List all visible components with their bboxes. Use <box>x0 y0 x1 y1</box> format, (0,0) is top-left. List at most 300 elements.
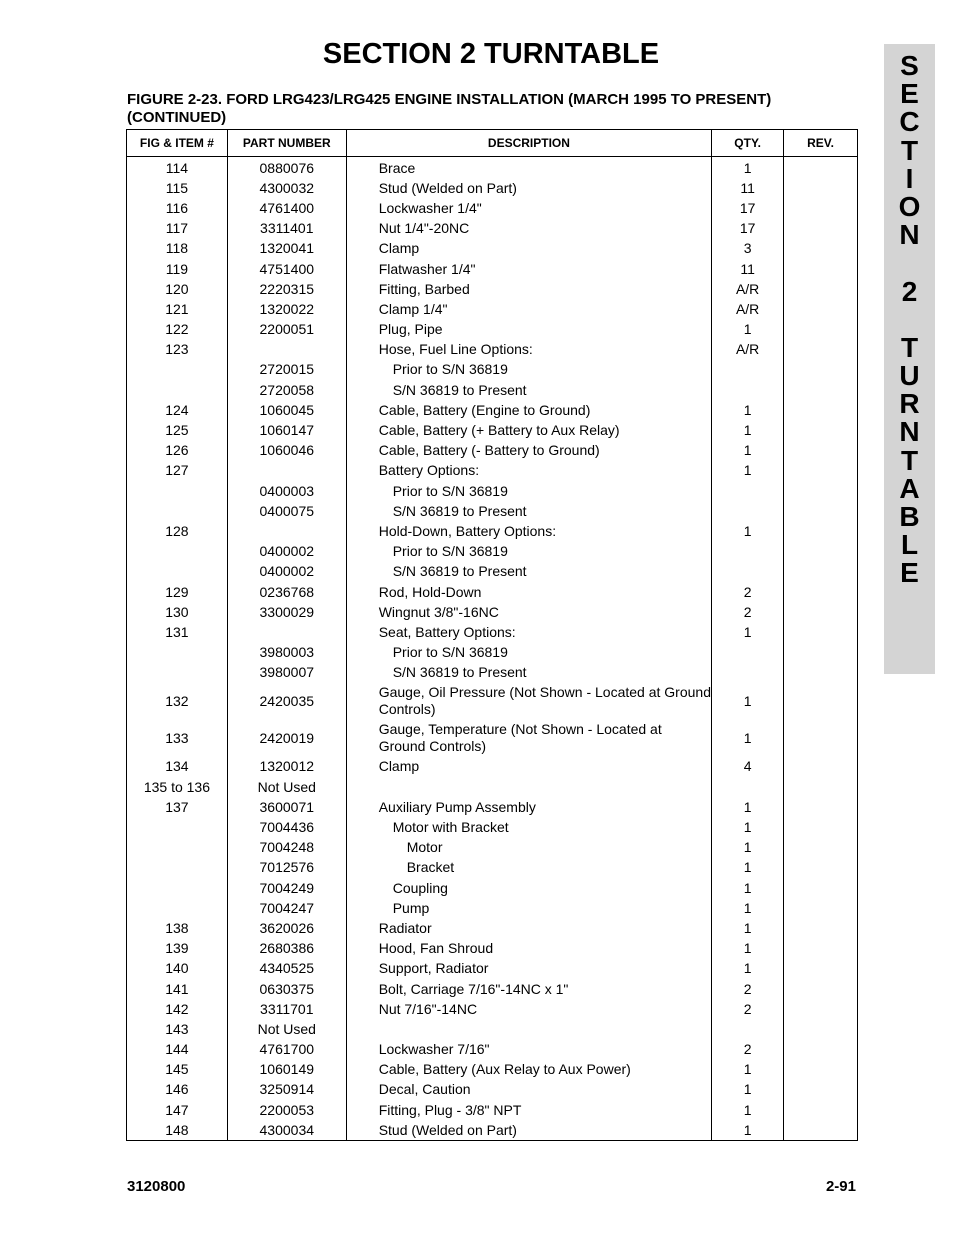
description-cell: Battery Options: <box>346 461 711 481</box>
description-cell: S/N 36819 to Present <box>346 663 711 683</box>
fig-item-cell: 117 <box>127 219 228 239</box>
part-number-cell <box>227 622 346 642</box>
rev-cell <box>784 279 858 299</box>
part-number-cell: 2200053 <box>227 1100 346 1120</box>
part-number-cell: 3980003 <box>227 643 346 663</box>
qty-cell: 1 <box>712 898 784 918</box>
description-cell: Motor with Bracket <box>346 817 711 837</box>
page-number: 2-91 <box>825 1178 856 1195</box>
part-number-cell: 3311401 <box>227 219 346 239</box>
table-row <box>127 340 858 360</box>
table-row <box>127 360 858 380</box>
description-cell: Fitting, Plug - 3/8" NPT <box>346 1100 711 1120</box>
rev-cell <box>784 939 858 959</box>
qty-cell: 1 <box>712 878 784 898</box>
part-number-cell: 1060046 <box>227 441 346 461</box>
fig-item-cell: 132 <box>127 683 228 720</box>
table-row <box>127 622 858 642</box>
part-number-cell: 2200051 <box>227 320 346 340</box>
part-number-cell: 1320012 <box>227 757 346 777</box>
rev-cell <box>784 602 858 622</box>
rev-cell <box>784 858 858 878</box>
part-number-cell: 1060147 <box>227 420 346 440</box>
table-row <box>127 1019 858 1039</box>
table-row <box>127 602 858 622</box>
rev-cell <box>784 420 858 440</box>
qty-cell: 2 <box>712 999 784 1019</box>
description-cell: Cable, Battery (+ Battery to Aux Relay) <box>346 420 711 440</box>
fig-item-cell: 131 <box>127 622 228 642</box>
part-number-cell: 3311701 <box>227 999 346 1019</box>
qty-cell: 11 <box>712 178 784 198</box>
fig-item-cell: 133 <box>127 720 228 757</box>
fig-item-cell: 147 <box>127 1100 228 1120</box>
qty-cell: 1 <box>712 320 784 340</box>
qty-cell: A/R <box>712 279 784 299</box>
side-tab-letter: U <box>899 360 920 392</box>
part-number-cell: 0400002 <box>227 542 346 562</box>
rev-cell <box>784 1040 858 1060</box>
part-number-cell: 2420035 <box>227 683 346 720</box>
qty-cell <box>712 777 784 797</box>
side-tab-letter: T <box>900 134 919 166</box>
side-tab-letter: S <box>900 50 919 81</box>
side-tab-letter <box>884 306 935 334</box>
qty-cell: 17 <box>712 198 784 218</box>
fig-item-cell: 123 <box>127 340 228 360</box>
fig-item-cell: 126 <box>127 441 228 461</box>
col-header-part: PART NUMBER <box>227 130 346 157</box>
side-tab-letter: L <box>900 529 919 561</box>
rev-cell <box>784 777 858 797</box>
table-row <box>127 999 858 1019</box>
description-cell: Bolt, Carriage 7/16"-14NC x 1" <box>346 979 711 999</box>
fig-item-cell: 121 <box>127 299 228 319</box>
description-cell: Prior to S/N 36819 <box>346 643 711 663</box>
parts-table <box>126 129 858 1141</box>
fig-item-cell <box>127 360 228 380</box>
description-cell: Lockwasher 1/4" <box>346 198 711 218</box>
qty-cell: A/R <box>712 299 784 319</box>
part-number-cell: Not Used <box>227 1019 346 1039</box>
qty-cell: 3 <box>712 239 784 259</box>
table-row <box>127 643 858 663</box>
rev-cell <box>784 1080 858 1100</box>
qty-cell: 1 <box>712 838 784 858</box>
part-number-cell: 7012576 <box>227 858 346 878</box>
table-row <box>127 683 858 720</box>
fig-item-cell: 127 <box>127 461 228 481</box>
rev-cell <box>784 259 858 279</box>
rev-cell <box>784 643 858 663</box>
part-number-cell: 4751400 <box>227 259 346 279</box>
fig-item-cell <box>127 501 228 521</box>
table-row <box>127 1120 858 1141</box>
rev-cell <box>784 239 858 259</box>
rev-cell <box>784 979 858 999</box>
section-side-tab <box>884 44 935 674</box>
description-cell: Hose, Fuel Line Options: <box>346 340 711 360</box>
description-cell: Fitting, Barbed <box>346 279 711 299</box>
table-row <box>127 299 858 319</box>
fig-item-cell: 135 to 136 <box>127 777 228 797</box>
rev-cell <box>784 320 858 340</box>
description-cell: Clamp 1/4" <box>346 299 711 319</box>
part-number-cell: 7004436 <box>227 817 346 837</box>
table-row <box>127 797 858 817</box>
fig-item-cell: 120 <box>127 279 228 299</box>
description-cell: Decal, Caution <box>346 1080 711 1100</box>
rev-cell <box>784 198 858 218</box>
side-tab-letter: N <box>899 416 920 448</box>
part-number-cell: 3250914 <box>227 1080 346 1100</box>
description-cell: Stud (Welded on Part) <box>346 1120 711 1141</box>
rev-cell <box>784 1060 858 1080</box>
fig-item-cell: 137 <box>127 797 228 817</box>
description-cell: Lockwasher 7/16" <box>346 1040 711 1060</box>
rev-cell <box>784 720 858 757</box>
part-number-cell: 0880076 <box>227 157 346 179</box>
description-cell: Motor <box>346 838 711 858</box>
table-row <box>127 959 858 979</box>
side-tab-letter: N <box>899 219 920 251</box>
part-number-cell: Not Used <box>227 777 346 797</box>
description-cell: Rod, Hold-Down <box>346 582 711 602</box>
description-cell: Hood, Fan Shroud <box>346 939 711 959</box>
table-row <box>127 279 858 299</box>
rev-cell <box>784 878 858 898</box>
side-tab-letter: A <box>899 472 920 504</box>
qty-cell: 1 <box>712 441 784 461</box>
table-row <box>127 198 858 218</box>
rev-cell <box>784 1120 858 1141</box>
qty-cell <box>712 1019 784 1039</box>
rev-cell <box>784 582 858 602</box>
fig-item-cell <box>127 481 228 501</box>
description-cell: Radiator <box>346 918 711 938</box>
fig-item-cell <box>127 643 228 663</box>
table-row <box>127 400 858 420</box>
fig-item-cell: 128 <box>127 521 228 541</box>
rev-cell <box>784 622 858 642</box>
table-row <box>127 979 858 999</box>
description-cell: Stud (Welded on Part) <box>346 178 711 198</box>
description-cell: S/N 36819 to Present <box>346 501 711 521</box>
fig-item-cell: 146 <box>127 1080 228 1100</box>
table-row <box>127 939 858 959</box>
qty-cell: 1 <box>712 1080 784 1100</box>
part-number-cell <box>227 521 346 541</box>
part-number-cell: 4300034 <box>227 1120 346 1141</box>
part-number-cell: 1320041 <box>227 239 346 259</box>
part-number-cell: 0400003 <box>227 481 346 501</box>
rev-cell <box>784 461 858 481</box>
qty-cell: 1 <box>712 959 784 979</box>
rev-cell <box>784 757 858 777</box>
rev-cell <box>784 340 858 360</box>
part-number-cell: 2220315 <box>227 279 346 299</box>
table-row <box>127 441 858 461</box>
side-tab-letter: B <box>899 501 920 532</box>
col-header-qty: QTY. <box>712 130 784 157</box>
rev-cell <box>784 562 858 582</box>
description-cell: Prior to S/N 36819 <box>346 360 711 380</box>
description-cell: Nut 1/4"-20NC <box>346 219 711 239</box>
table-row <box>127 777 858 797</box>
part-number-cell: 0400002 <box>227 562 346 582</box>
part-number-cell: 4761400 <box>227 198 346 218</box>
description-cell: Cable, Battery (Aux Relay to Aux Power) <box>346 1060 711 1080</box>
table-row <box>127 380 858 400</box>
fig-item-cell <box>127 562 228 582</box>
qty-cell <box>712 542 784 562</box>
part-number-cell: 2420019 <box>227 720 346 757</box>
fig-item-cell: 142 <box>127 999 228 1019</box>
qty-cell: 1 <box>712 1060 784 1080</box>
description-cell: Cable, Battery (- Battery to Ground) <box>346 441 711 461</box>
rev-cell <box>784 157 858 179</box>
side-tab-letter: T <box>900 331 919 363</box>
description-cell: Clamp <box>346 757 711 777</box>
description-cell: S/N 36819 to Present <box>346 562 711 582</box>
part-number-cell: 2680386 <box>227 939 346 959</box>
description-cell: Brace <box>346 157 711 179</box>
table-row <box>127 720 858 757</box>
description-cell <box>346 1019 711 1039</box>
description-cell: Gauge, Temperature (Not Shown - Located at Ground Controls) <box>346 720 711 757</box>
fig-item-cell: 122 <box>127 320 228 340</box>
table-row <box>127 481 858 501</box>
rev-cell <box>784 360 858 380</box>
description-cell: Support, Radiator <box>346 959 711 979</box>
rev-cell <box>784 299 858 319</box>
table-row <box>127 898 858 918</box>
fig-item-cell: 118 <box>127 239 228 259</box>
table-row <box>127 878 858 898</box>
description-cell: Gauge, Oil Pressure (Not Shown - Located at Ground Controls) <box>346 683 711 720</box>
description-cell: Seat, Battery Options: <box>346 622 711 642</box>
part-number-cell: 4340525 <box>227 959 346 979</box>
rev-cell <box>784 400 858 420</box>
qty-cell: 1 <box>712 461 784 481</box>
fig-item-cell <box>127 858 228 878</box>
part-number-cell <box>227 340 346 360</box>
fig-item-cell: 140 <box>127 959 228 979</box>
description-cell: Prior to S/N 36819 <box>346 481 711 501</box>
col-header-rev: REV. <box>784 130 858 157</box>
rev-cell <box>784 959 858 979</box>
rev-cell <box>784 817 858 837</box>
side-tab-letter: O <box>898 190 921 222</box>
description-cell: S/N 36819 to Present <box>346 380 711 400</box>
rev-cell <box>784 999 858 1019</box>
qty-cell: 1 <box>712 1120 784 1141</box>
qty-cell: 1 <box>712 939 784 959</box>
fig-item-cell <box>127 898 228 918</box>
table-row <box>127 918 858 938</box>
qty-cell: 2 <box>712 582 784 602</box>
col-header-description: DESCRIPTION <box>346 130 711 157</box>
qty-cell: 1 <box>712 622 784 642</box>
side-tab-letters <box>884 52 935 588</box>
qty-cell <box>712 481 784 501</box>
fig-item-cell: 119 <box>127 259 228 279</box>
description-cell: Pump <box>346 898 711 918</box>
table-row <box>127 1060 858 1080</box>
rev-cell <box>784 1019 858 1039</box>
description-cell: Cable, Battery (Engine to Ground) <box>346 400 711 420</box>
side-tab-letter: 2 <box>901 275 918 307</box>
qty-cell <box>712 380 784 400</box>
qty-cell: 2 <box>712 1040 784 1060</box>
fig-item-cell: 145 <box>127 1060 228 1080</box>
table-row <box>127 1100 858 1120</box>
description-cell: Clamp <box>346 239 711 259</box>
qty-cell: 1 <box>712 817 784 837</box>
table-header-row <box>127 130 858 157</box>
part-number-cell: 2720058 <box>227 380 346 400</box>
part-number-cell: 4300032 <box>227 178 346 198</box>
qty-cell: 11 <box>712 259 784 279</box>
qty-cell: 1 <box>712 1100 784 1120</box>
side-tab-letter: I <box>905 162 914 194</box>
fig-item-cell: 134 <box>127 757 228 777</box>
qty-cell: 17 <box>712 219 784 239</box>
table-row <box>127 178 858 198</box>
part-number-cell: 1060045 <box>227 400 346 420</box>
description-cell: Hold-Down, Battery Options: <box>346 521 711 541</box>
qty-cell: 1 <box>712 797 784 817</box>
table-row <box>127 858 858 878</box>
table-row <box>127 239 858 259</box>
table-row <box>127 817 858 837</box>
table-row <box>127 1080 858 1100</box>
qty-cell: A/R <box>712 340 784 360</box>
rev-cell <box>784 441 858 461</box>
fig-item-cell: 144 <box>127 1040 228 1060</box>
part-number-cell: 0400075 <box>227 501 346 521</box>
qty-cell <box>712 360 784 380</box>
table-row <box>127 542 858 562</box>
qty-cell: 4 <box>712 757 784 777</box>
qty-cell: 1 <box>712 521 784 541</box>
rev-cell <box>784 380 858 400</box>
rev-cell <box>784 797 858 817</box>
table-row <box>127 420 858 440</box>
description-cell: Flatwasher 1/4" <box>346 259 711 279</box>
rev-cell <box>784 501 858 521</box>
part-number-cell: 1060149 <box>227 1060 346 1080</box>
rev-cell <box>784 521 858 541</box>
part-number-cell: 7004248 <box>227 838 346 858</box>
table-row <box>127 1040 858 1060</box>
side-tab-letter: E <box>900 557 919 589</box>
part-number-cell: 3300029 <box>227 602 346 622</box>
part-number-cell: 7004249 <box>227 878 346 898</box>
fig-item-cell <box>127 380 228 400</box>
fig-item-cell <box>127 878 228 898</box>
table-row <box>127 157 858 179</box>
side-tab-letter: T <box>900 444 919 476</box>
qty-cell <box>712 643 784 663</box>
description-cell <box>346 777 711 797</box>
qty-cell <box>712 562 784 582</box>
table-row <box>127 501 858 521</box>
description-cell: Wingnut 3/8"-16NC <box>346 602 711 622</box>
rev-cell <box>784 481 858 501</box>
part-number-cell: 7004247 <box>227 898 346 918</box>
fig-item-cell: 138 <box>127 918 228 938</box>
rev-cell <box>784 219 858 239</box>
qty-cell <box>712 663 784 683</box>
qty-cell: 1 <box>712 720 784 757</box>
side-tab-letter: E <box>900 78 919 110</box>
table-row <box>127 521 858 541</box>
rev-cell <box>784 1100 858 1120</box>
part-number-cell: 0630375 <box>227 979 346 999</box>
fig-item-cell <box>127 817 228 837</box>
figure-title: FIGURE 2-23. FORD LRG423/LRG425 ENGINE INSTALLATION (MARCH 1995 TO PRESENT) (CONTINUED) <box>127 91 772 126</box>
part-number-cell: 1320022 <box>227 299 346 319</box>
description-cell: Bracket <box>346 858 711 878</box>
rev-cell <box>784 663 858 683</box>
fig-item-cell: 141 <box>127 979 228 999</box>
fig-item-cell: 115 <box>127 178 228 198</box>
qty-cell: 1 <box>712 858 784 878</box>
table-row <box>127 582 858 602</box>
qty-cell <box>712 501 784 521</box>
table-row <box>127 219 858 239</box>
col-header-fig: FIG & ITEM # <box>127 130 228 157</box>
fig-item-cell: 116 <box>127 198 228 218</box>
fig-item-cell: 129 <box>127 582 228 602</box>
description-cell: Plug, Pipe <box>346 320 711 340</box>
fig-item-cell: 125 <box>127 420 228 440</box>
part-number-cell <box>227 461 346 481</box>
qty-cell: 1 <box>712 683 784 720</box>
qty-cell: 1 <box>712 157 784 179</box>
part-number-cell: 4761700 <box>227 1040 346 1060</box>
part-number-cell: 2720015 <box>227 360 346 380</box>
part-number-cell: 3600071 <box>227 797 346 817</box>
fig-item-cell: 114 <box>127 157 228 179</box>
description-cell: Coupling <box>346 878 711 898</box>
fig-item-cell: 143 <box>127 1019 228 1039</box>
table-row <box>127 663 858 683</box>
qty-cell: 2 <box>712 979 784 999</box>
side-tab-letter: R <box>899 388 920 420</box>
side-tab-letter: C <box>899 106 920 138</box>
fig-item-cell: 139 <box>127 939 228 959</box>
section-title: SECTION 2 TURNTABLE <box>322 38 660 70</box>
rev-cell <box>784 898 858 918</box>
table-row <box>127 562 858 582</box>
rev-cell <box>784 542 858 562</box>
description-cell: Nut 7/16"-14NC <box>346 999 711 1019</box>
description-cell: Auxiliary Pump Assembly <box>346 797 711 817</box>
table-row <box>127 838 858 858</box>
doc-number: 3120800 <box>127 1178 186 1195</box>
qty-cell: 1 <box>712 918 784 938</box>
table-row <box>127 757 858 777</box>
fig-item-cell: 124 <box>127 400 228 420</box>
table-row <box>127 320 858 340</box>
part-number-cell: 3620026 <box>227 918 346 938</box>
fig-item-cell <box>127 663 228 683</box>
fig-item-cell: 130 <box>127 602 228 622</box>
side-tab-letter <box>884 249 935 277</box>
description-cell: Prior to S/N 36819 <box>346 542 711 562</box>
